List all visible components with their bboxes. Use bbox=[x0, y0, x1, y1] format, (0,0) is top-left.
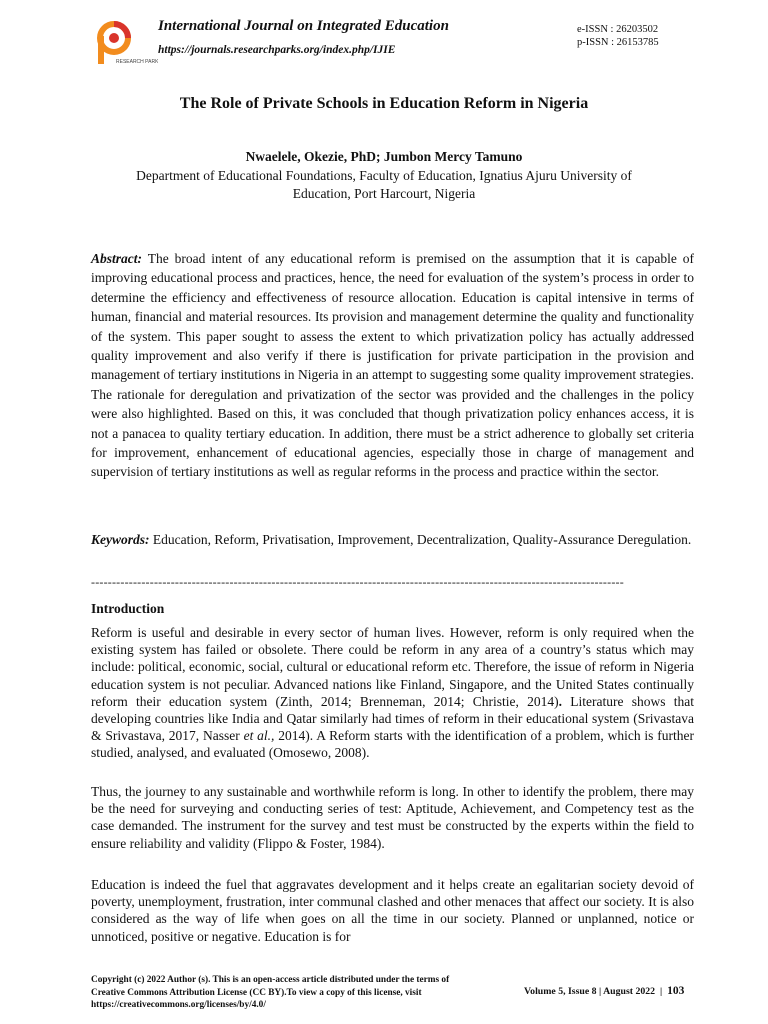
section-divider: ------------------------------------------------------------------------------------------------------------------------------- bbox=[91, 575, 624, 589]
abstract bbox=[91, 249, 694, 482]
page-number: 103 bbox=[667, 985, 685, 997]
intro-p1-part-a: Reform is useful and desirable in every sector of human lives. However, reform is only required when the existing system has failed or obsolete. There could be reform in any area of a country’s status which may include: political, economic, social, cultural or educational reform etc. Therefore, the issue of reform in Nigeria education system is not peculiar. Advanced nations like Finland, Singapore, and the United States continually reform their education system (Zinth, 2014; Brenneman, 2014; Christie, 2014) bbox=[91, 625, 694, 709]
p-issn: p-ISSN : 26153785 bbox=[577, 36, 659, 48]
volume-info bbox=[524, 985, 684, 997]
keywords-label: Keywords: bbox=[91, 532, 150, 547]
introduction-paragraph-2: Thus, the journey to any sustainable and worthwhile reform is long. In other to identify the problem, there may be the need for surveying and conducting series of test: Aptitude, Achievement, and Competency test as the case demanded. The instrument for the survey and test must be constructed by the experts within the field to ensure reliability and validity (Flippo & Foster, 1984). bbox=[91, 784, 694, 851]
keywords-body: Education, Reform, Privatisation, Improvement, Decentralization, Quality-Assurance Deregulation. bbox=[152, 532, 692, 547]
authors: Nwaelele, Okezie, PhD; Jumbon Mercy Tamuno bbox=[245, 149, 523, 164]
copyright-notice: Copyright (c) 2022 Author (s). This is an open-access article distributed under the terms of Creative Commons Attribution License (CC BY).To view a copy of this license, visit https://creativecommons.org/licenses/by/4.0/ bbox=[91, 975, 450, 1010]
journal-title: International Journal on Integrated Education bbox=[158, 18, 449, 34]
introduction-paragraph-1 bbox=[91, 624, 694, 762]
logo-text: RESEARCH PARKS bbox=[116, 59, 158, 65]
footer-separator: | bbox=[660, 986, 663, 997]
intro-p1-etal: et al., bbox=[243, 728, 275, 744]
issn-block bbox=[577, 24, 659, 49]
e-issn: e-ISSN : 26203502 bbox=[577, 24, 659, 35]
paper-title: The Role of Private Schools in Education Reform in Nigeria bbox=[179, 95, 589, 112]
volume-issue: Volume 5, Issue 8 | August 2022 bbox=[524, 986, 656, 997]
affiliation: Department of Educational Foundations, Faculty of Education, Ignatius Ajuru University of Education, Port Harcourt, Nigeria bbox=[136, 168, 632, 201]
introduction-paragraph-3: Education is indeed the fuel that aggravates development and it helps create an egalitarian society devoid of poverty, unemployment, frustration, inter communal clashed and other menaces that affect our society. It is also considered as the way of life when goes on all the time in our society. Planned or unplanned, notice or unnoticed, positive or negative. Education is for bbox=[91, 877, 694, 944]
keywords bbox=[91, 530, 694, 550]
introduction-heading: Introduction bbox=[91, 601, 165, 616]
intro-p1-dot: . bbox=[558, 693, 562, 709]
intro-p1-part-b: Literature shows that developing countries like India and Qatar similarly had times of reform in their educational system (Srivastava & Srivastava, 2017, Nasser bbox=[91, 693, 694, 744]
abstract-label: Abstract: bbox=[91, 251, 143, 266]
abstract-body: The broad intent of any educational reform is premised on the assumption that it is capable of improving educational process and practices, hence, the need for evaluation of the system’s process in order to determine the efficiency and effectiveness of resource allocation. Education is capital intensive in terms of human, financial and material resources. Its provision and management determine the quality and functionality of the system. This paper sought to assess the extent to which privatization policy has actually addressed quality improvement and also verify if there is justification for private participation in the provision and management of tertiary institutions in Nigeria in an attempt to suggesting some quality improvement strategies. The rationale for deregulation and privatization of the sector was provided and the challenges in the policy were also highlighted. Based on this, it was concluded that though privatization policy enhances access, it is not a panacea to quality tertiary education. In addition, there must be a strict adherence to globally set criteria for improvement, enhancement of educational agencies, especially those in charge of management and supervision of tertiary institutions as well as regular reforms in the process and practice within the sector. bbox=[91, 251, 694, 480]
journal-logo-icon bbox=[94, 14, 158, 68]
journal-url-link[interactable]: https://journals.researchparks.org/index.php/IJIE bbox=[158, 44, 396, 56]
intro-p1-part-c: 2014). A Reform starts with the identification of a problem, which is further studied, analysed, and evaluated (Omosewo, 2008). bbox=[91, 728, 694, 761]
